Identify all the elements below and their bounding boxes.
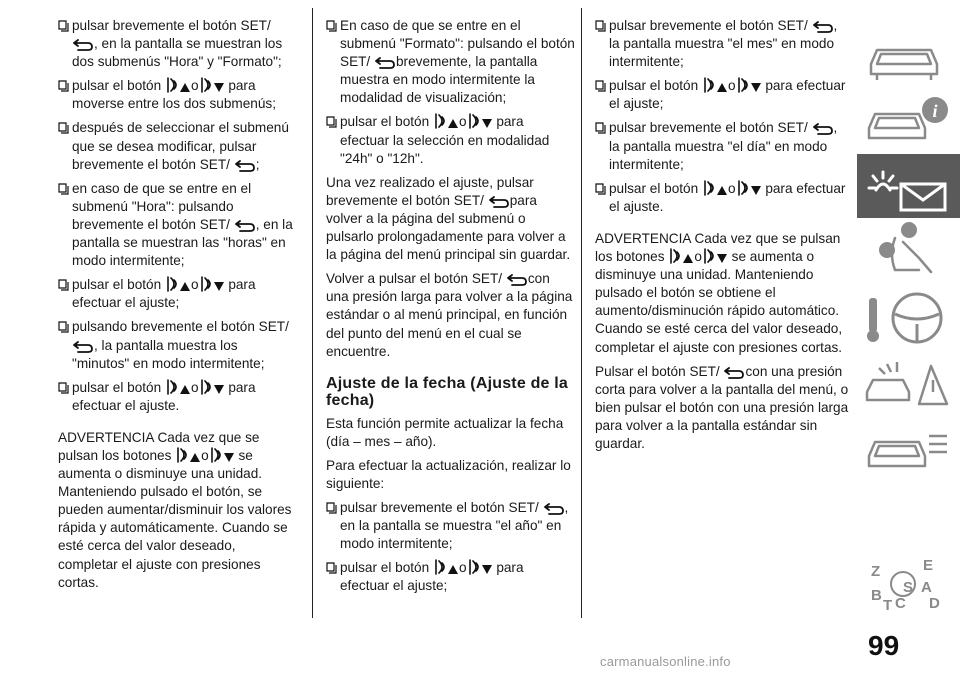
- text-run: para efectuar el ajuste;: [340, 560, 524, 594]
- sidebar-tab-emergency[interactable]: [857, 350, 960, 414]
- triangle-down-icon: [213, 281, 225, 292]
- bullet-item: [326, 17, 576, 107]
- text-run: pulsando brevemente el botón SET/: [72, 319, 289, 335]
- index-letter: C: [895, 595, 906, 612]
- sidebar-tab-warning-lights[interactable]: [857, 154, 960, 218]
- knob-button-icon: [702, 180, 716, 196]
- sidebar-tab-index[interactable]: [857, 550, 960, 614]
- knob-button-icon: [467, 113, 481, 129]
- bullet-item: [58, 77, 296, 113]
- warning-lights-message-icon: [857, 154, 960, 218]
- paragraph: [58, 429, 296, 592]
- paragraph: [326, 270, 576, 360]
- knob-button-icon: [199, 77, 213, 93]
- index-letter: D: [929, 595, 940, 612]
- bullet-item: [58, 379, 296, 415]
- triangle-up-icon: [179, 82, 191, 93]
- bullet-item: [326, 559, 576, 595]
- text-run: pulsar brevemente el botón SET/: [609, 18, 808, 33]
- or-word: o: [201, 447, 209, 463]
- index-letter: S: [903, 579, 914, 596]
- set-return-icon: [812, 21, 834, 33]
- knob-button-icon: [165, 379, 179, 395]
- triangle-down-icon: [750, 82, 762, 93]
- car-maintenance-icon: [857, 416, 960, 480]
- bullet-box-icon: [58, 382, 69, 394]
- text-run: Para efectuar la actualización, realizar lo siguiente:: [326, 457, 571, 491]
- text-run: Una vez realizado el ajuste, pulsar brevemente el botón SET/: [326, 174, 534, 208]
- key-steering-wheel-icon: [857, 284, 960, 348]
- text-column-right: [595, 17, 850, 459]
- or-word: o: [190, 379, 199, 395]
- up-down-buttons: [165, 380, 225, 395]
- or-word: o: [458, 114, 467, 130]
- text-run: para moverse entre los dos submenús;: [72, 78, 277, 112]
- set-return-icon: [234, 160, 256, 172]
- text-run: pulsar el botón: [340, 114, 430, 130]
- index-letter: T: [883, 597, 893, 614]
- up-down-buttons: [668, 249, 728, 264]
- bullet-box-icon: [595, 183, 606, 195]
- knob-button-icon: [165, 276, 179, 292]
- knob-button-icon: [736, 77, 750, 93]
- set-return-icon: [723, 367, 745, 379]
- set-return-icon: [234, 220, 256, 232]
- bullet-box-icon: [58, 321, 69, 333]
- bullet-item: [595, 77, 850, 113]
- text-run: , la pantalla muestra "el día" en modo intermitente;: [609, 120, 838, 172]
- triangle-up-icon: [447, 118, 459, 129]
- bullet-box-icon: [58, 183, 69, 195]
- triangle-up-icon: [189, 452, 201, 463]
- section-heading: [326, 375, 576, 409]
- triangle-up-icon: [682, 253, 694, 264]
- bullet-box-icon: [58, 279, 69, 291]
- paragraph: [326, 457, 576, 493]
- set-return-icon: [374, 57, 396, 69]
- text-run: para efectuar el ajuste;: [72, 277, 256, 311]
- up-down-buttons: [433, 560, 493, 575]
- up-down-buttons: [433, 114, 493, 129]
- text-run: para efectuar el ajuste;: [609, 78, 846, 112]
- text-column-left: [58, 17, 296, 598]
- bullet-box-icon: [326, 20, 337, 32]
- knob-button-icon: [736, 180, 750, 196]
- bullet-item: [58, 119, 296, 173]
- knob-button-icon: [165, 77, 179, 93]
- text-run: pulsar el botón: [72, 277, 162, 293]
- text-run: para volver a la página del submenú o pulsarlo prolongadamente para volver a la página del menú principal sin guardar.: [326, 192, 571, 263]
- text-run: se aumenta o disminuye una unidad. Manteniendo pulsado el botón, se pueden aumentar/disminuir los valores rápida y automáticamente. Cuando se esté cerca del valor deseado, completar el ajuste con presiones cortas.: [58, 447, 292, 590]
- sidebar-tab-safety[interactable]: [857, 218, 960, 282]
- bullet-item: [595, 17, 850, 71]
- text-run: Volver a pulsar el botón SET/: [326, 271, 503, 287]
- triangle-down-icon: [213, 82, 225, 93]
- bullet-box-icon: [595, 122, 606, 134]
- text-run: Ajuste de la fecha (Ajuste de la fecha): [326, 374, 569, 409]
- text-run: pulsar brevemente el botón SET/: [340, 500, 539, 516]
- triangle-up-icon: [447, 564, 459, 575]
- paragraph: [326, 174, 576, 264]
- text-run: En caso de que se entre en el submenú "Formato": pulsando el botón SET/: [340, 18, 575, 70]
- knob-button-icon: [467, 559, 481, 575]
- text-run: en caso de que se entre en el submenú "Hora": pulsando brevemente el botón SET/: [72, 180, 252, 232]
- or-word: o: [694, 249, 702, 265]
- or-word: o: [458, 560, 467, 576]
- text-run: pulsar el botón: [72, 379, 162, 395]
- knob-button-icon: [199, 276, 213, 292]
- text-run: pulsar brevemente el botón SET/: [72, 18, 271, 33]
- alphabetical-index-icon: [857, 550, 960, 614]
- text-run: brevemente, la pantalla muestra en modo intermitente la modalidad de visualización;: [340, 54, 538, 106]
- index-letter: A: [921, 579, 932, 596]
- sidebar-tab-dashboard[interactable]: [857, 24, 960, 88]
- bullet-item: [58, 180, 296, 270]
- knob-button-icon: [702, 77, 716, 93]
- bullet-item: [326, 499, 576, 553]
- triangle-down-icon: [481, 564, 493, 575]
- sidebar-tab-maintenance[interactable]: [857, 416, 960, 480]
- text-run: , la pantalla muestra los "minutos" en modo intermitente;: [72, 337, 265, 371]
- knob-button-icon: [175, 447, 189, 463]
- text-run: pulsar el botón: [609, 78, 699, 94]
- sidebar-tab-starting-driving[interactable]: [857, 284, 960, 348]
- index-letter: Z: [871, 563, 881, 580]
- text-run: se aumenta o disminuye una unidad. Manteniendo pulsado el botón se obtiene el aumento/disminución rápido automático. Cuando se esté cerca del valor deseado, completar el ajuste con presiones cortas.: [595, 249, 843, 355]
- page-number: 99: [868, 630, 900, 661]
- up-down-buttons: [702, 78, 762, 93]
- text-run: pulsar el botón: [340, 560, 430, 576]
- bullet-item: [595, 180, 850, 216]
- or-word: o: [727, 180, 736, 196]
- bullet-box-icon: [326, 502, 337, 514]
- triangle-down-icon: [223, 452, 235, 463]
- text-run: para efectuar la selección en modalidad "24h" o "12h".: [340, 114, 550, 166]
- up-down-buttons: [165, 277, 225, 292]
- knob-button-icon: [433, 559, 447, 575]
- bullet-item: [58, 276, 296, 312]
- text-run: Esta función permite actualizar la fecha (día – mes – año).: [326, 415, 564, 449]
- paragraph: [595, 363, 850, 453]
- triangle-down-icon: [213, 384, 225, 395]
- knob-button-icon: [668, 248, 682, 264]
- bullet-box-icon: [58, 20, 69, 32]
- text-run: con una presión corta para volver a la pantalla del menú, o bien pulsar el botón con una presión larga para volver a la pantalla estándar sin guardar.: [595, 363, 849, 451]
- text-run: pulsar brevemente el botón SET/: [609, 120, 808, 136]
- text-column-middle: [326, 17, 576, 602]
- text-run: pulsar el botón: [72, 78, 162, 94]
- column-divider: [312, 8, 313, 618]
- set-return-icon: [72, 39, 94, 51]
- index-letter: E: [923, 557, 934, 574]
- knob-button-icon: [209, 447, 223, 463]
- triangle-up-icon: [179, 384, 191, 395]
- up-down-buttons: [165, 78, 225, 93]
- bullet-item: [58, 318, 296, 372]
- airbag-seat-icon: [857, 218, 960, 282]
- text-run: , en la pantalla se muestran los dos submenús "Hora" y "Formato";: [72, 36, 283, 70]
- set-return-icon: [488, 196, 510, 208]
- knob-button-icon: [433, 113, 447, 129]
- knob-button-icon: [199, 379, 213, 395]
- sidebar-tab-info[interactable]: [857, 88, 960, 152]
- text-run: después de seleccionar el submenú que se desea modificar, pulsar brevemente el botón SET/: [72, 120, 289, 172]
- bullet-box-icon: [326, 116, 337, 128]
- or-word: o: [190, 78, 199, 94]
- text-run: pulsar el botón: [609, 180, 699, 196]
- watermark: carmanualsonline.info: [600, 654, 731, 669]
- triangle-up-icon: [716, 82, 728, 93]
- bullet-box-icon: [58, 80, 69, 92]
- up-down-buttons: [175, 448, 235, 463]
- or-word: o: [727, 78, 736, 94]
- text-run: con una presión larga para volver a la página estándar o al menú principal, en función del punto del menú en el cual se encuentre.: [326, 271, 573, 359]
- text-run: , la pantalla muestra "el mes" en modo intermitente;: [609, 18, 838, 70]
- triangle-up-icon: [716, 185, 728, 196]
- bullet-item: [326, 113, 576, 167]
- column-divider: [581, 8, 582, 618]
- car-dashboard-icon: [857, 24, 960, 88]
- text-run: , en la pantalla se muestran las "horas" en modo intermitente;: [72, 216, 293, 269]
- text-run: ADVERTENCIA Cada vez que se pulsan los botones: [58, 429, 260, 463]
- set-return-icon: [543, 503, 565, 515]
- index-letter: B: [871, 587, 882, 604]
- triangle-up-icon: [179, 281, 191, 292]
- set-return-icon: [506, 274, 528, 286]
- bullet-box-icon: [58, 122, 69, 134]
- set-return-icon: [812, 123, 834, 135]
- bullet-item: [58, 17, 296, 71]
- paragraph: [326, 415, 576, 451]
- text-run: ADVERTENCIA Cada vez que se pulsan los botones: [595, 230, 841, 265]
- chapter-sidebar: [857, 0, 960, 678]
- paragraph: [595, 230, 850, 357]
- text-run: para efectuar el ajuste.: [609, 180, 846, 214]
- car-info-icon: [857, 88, 960, 152]
- triangle-down-icon: [481, 118, 493, 129]
- bullet-box-icon: [595, 80, 606, 92]
- text-run: , en la pantalla se muestra "el año" en modo intermitente;: [340, 500, 569, 552]
- set-return-icon: [72, 341, 94, 353]
- bullet-box-icon: [326, 562, 337, 574]
- up-down-buttons: [702, 181, 762, 196]
- svg-text:i: i: [932, 101, 938, 121]
- triangle-down-icon: [716, 253, 728, 264]
- bullet-box-icon: [595, 20, 606, 32]
- text-run: ;: [255, 156, 260, 172]
- or-word: o: [190, 277, 199, 293]
- car-accident-icon: [857, 350, 960, 414]
- knob-button-icon: [702, 248, 716, 264]
- bullet-item: [595, 119, 850, 173]
- text-run: para efectuar el ajuste.: [72, 379, 256, 413]
- triangle-down-icon: [750, 185, 762, 196]
- text-run: Pulsar el botón SET/: [595, 363, 720, 379]
